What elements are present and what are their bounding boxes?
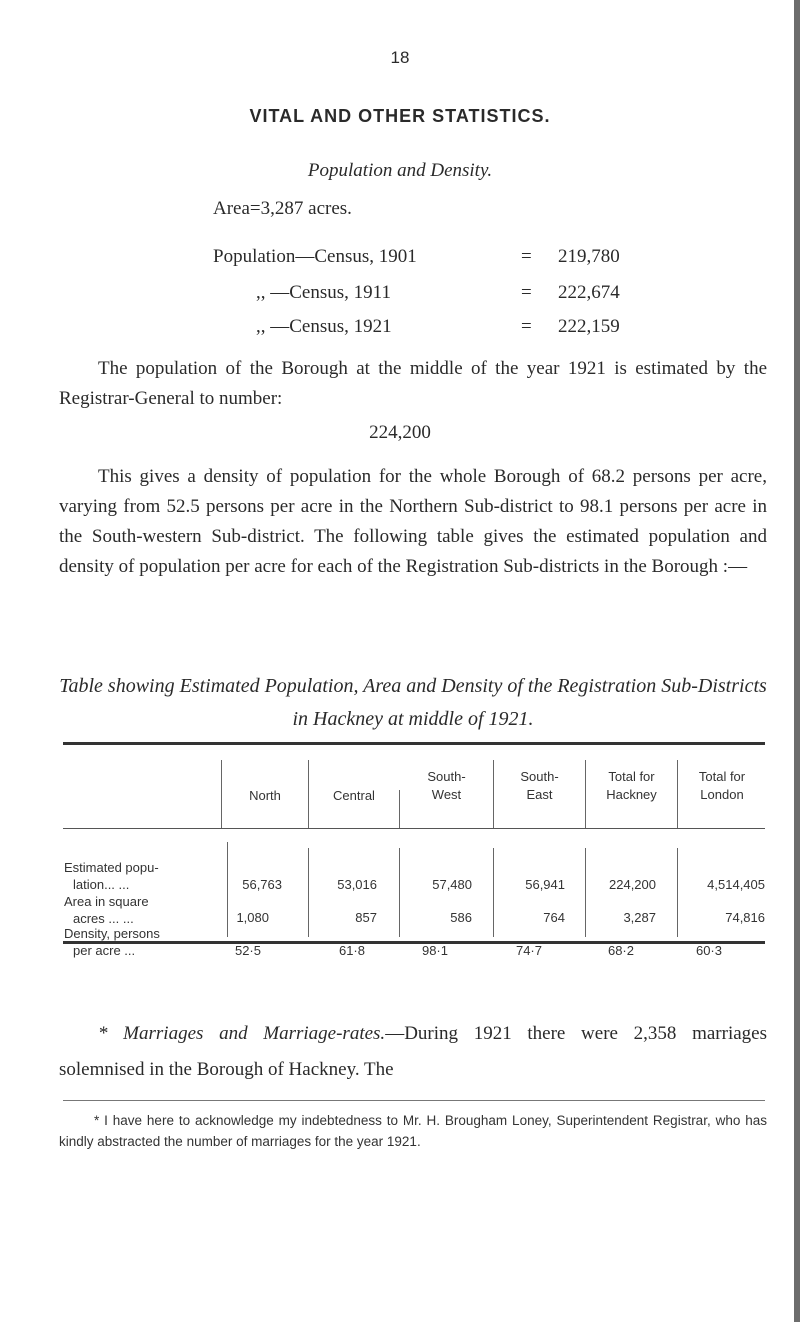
equals-sign: =	[521, 282, 532, 303]
equals-sign: =	[521, 316, 532, 337]
footnote-rule	[63, 1100, 765, 1101]
table-cell: 764	[543, 910, 565, 925]
estimate-text: The population of the Borough at the middle of the year 1921 is estimated by the Registrar-General to number:	[59, 358, 767, 409]
population-label: ,, —Census, 1921	[256, 316, 392, 337]
table-cell: 57,480	[432, 877, 472, 892]
table-cell: 68·2	[607, 943, 634, 958]
section-subtitle: Population and Density.	[307, 160, 493, 181]
table-cell: 56,941	[525, 877, 565, 892]
population-label: Population—Census, 1901	[213, 246, 417, 267]
row-label-estimated-population: Estimated popu- lation... ...	[64, 860, 159, 892]
marriages-heading: * Marriages and Marriage-rates.	[98, 1023, 386, 1044]
table-cell: 1,080	[236, 910, 269, 925]
population-value: 219,780	[558, 246, 620, 267]
column-header-central: Central	[333, 788, 375, 803]
page-title: VITAL AND OTHER STATISTICS.	[249, 106, 551, 126]
population-label: ,, —Census, 1911	[256, 282, 391, 303]
table-cell: 74,816	[725, 910, 765, 925]
estimate-value: 224,200	[369, 422, 431, 443]
column-header-south-east: South- East	[520, 769, 559, 802]
footnote	[59, 1110, 767, 1152]
table-cell: 74·7	[515, 943, 542, 958]
estimate-paragraph	[59, 354, 767, 414]
area-line: Area=3,287 acres.	[213, 198, 352, 219]
marriages-text: —During 1921 there were 2,358 marriages solemnised in the Borough of Hackney. The	[59, 1023, 767, 1080]
table-cell: 3,287	[623, 910, 656, 925]
density-text: This gives a density of population for the whole Borough of 68.2 persons per acre, varying from 52.5 persons per acre in the Northern Sub-district to 98.1 persons per acre in the South-western Sub-district. The following table gives the estimated population and density of population per acre for each of the Registration Sub-districts in the Borough :—	[59, 466, 767, 577]
table-top-rule	[63, 742, 765, 745]
footnote-text: * I have here to acknowledge my indebtedness to Mr. H. Brougham Loney, Superintendent Registrar, who has kindly abstracted the number of marriages for the year 1921.	[59, 1113, 767, 1149]
population-value: 222,159	[558, 316, 620, 337]
table-caption: Table showing Estimated Population, Area and Density of the Registration Sub-Districts in Hackney at middle of 1921.	[59, 675, 767, 730]
density-paragraph	[59, 462, 767, 582]
marriages-paragraph	[59, 1016, 767, 1088]
column-header-total-hackney: Total for Hackney	[606, 769, 657, 802]
row-label-density: Density, persons per acre ...	[64, 926, 160, 958]
table-cell: 61·8	[338, 943, 365, 958]
table-cell: 60·3	[695, 943, 722, 958]
column-header-north: North	[249, 788, 281, 803]
population-row	[213, 282, 643, 308]
row-label-area: Area in square acres ... ...	[64, 894, 149, 926]
table-cell: 4,514,405	[707, 877, 765, 892]
table-cell: 857	[355, 910, 377, 925]
population-row	[213, 316, 643, 342]
population-row	[213, 246, 643, 272]
table-cell: 56,763	[242, 877, 282, 892]
table-cell: 586	[450, 910, 472, 925]
table-cell: 98·1	[421, 943, 448, 958]
table-header-rule	[63, 828, 765, 829]
table-cell: 52·5	[234, 943, 261, 958]
column-header-total-london: Total for London	[698, 769, 746, 802]
page-number: 18	[390, 48, 410, 67]
equals-sign: =	[521, 246, 532, 267]
population-value: 222,674	[558, 282, 620, 303]
page-edge-shadow	[794, 0, 800, 1322]
table-cell: 53,016	[337, 877, 377, 892]
column-header-south-west: South- West	[427, 769, 466, 802]
table-cell: 224,200	[609, 877, 656, 892]
